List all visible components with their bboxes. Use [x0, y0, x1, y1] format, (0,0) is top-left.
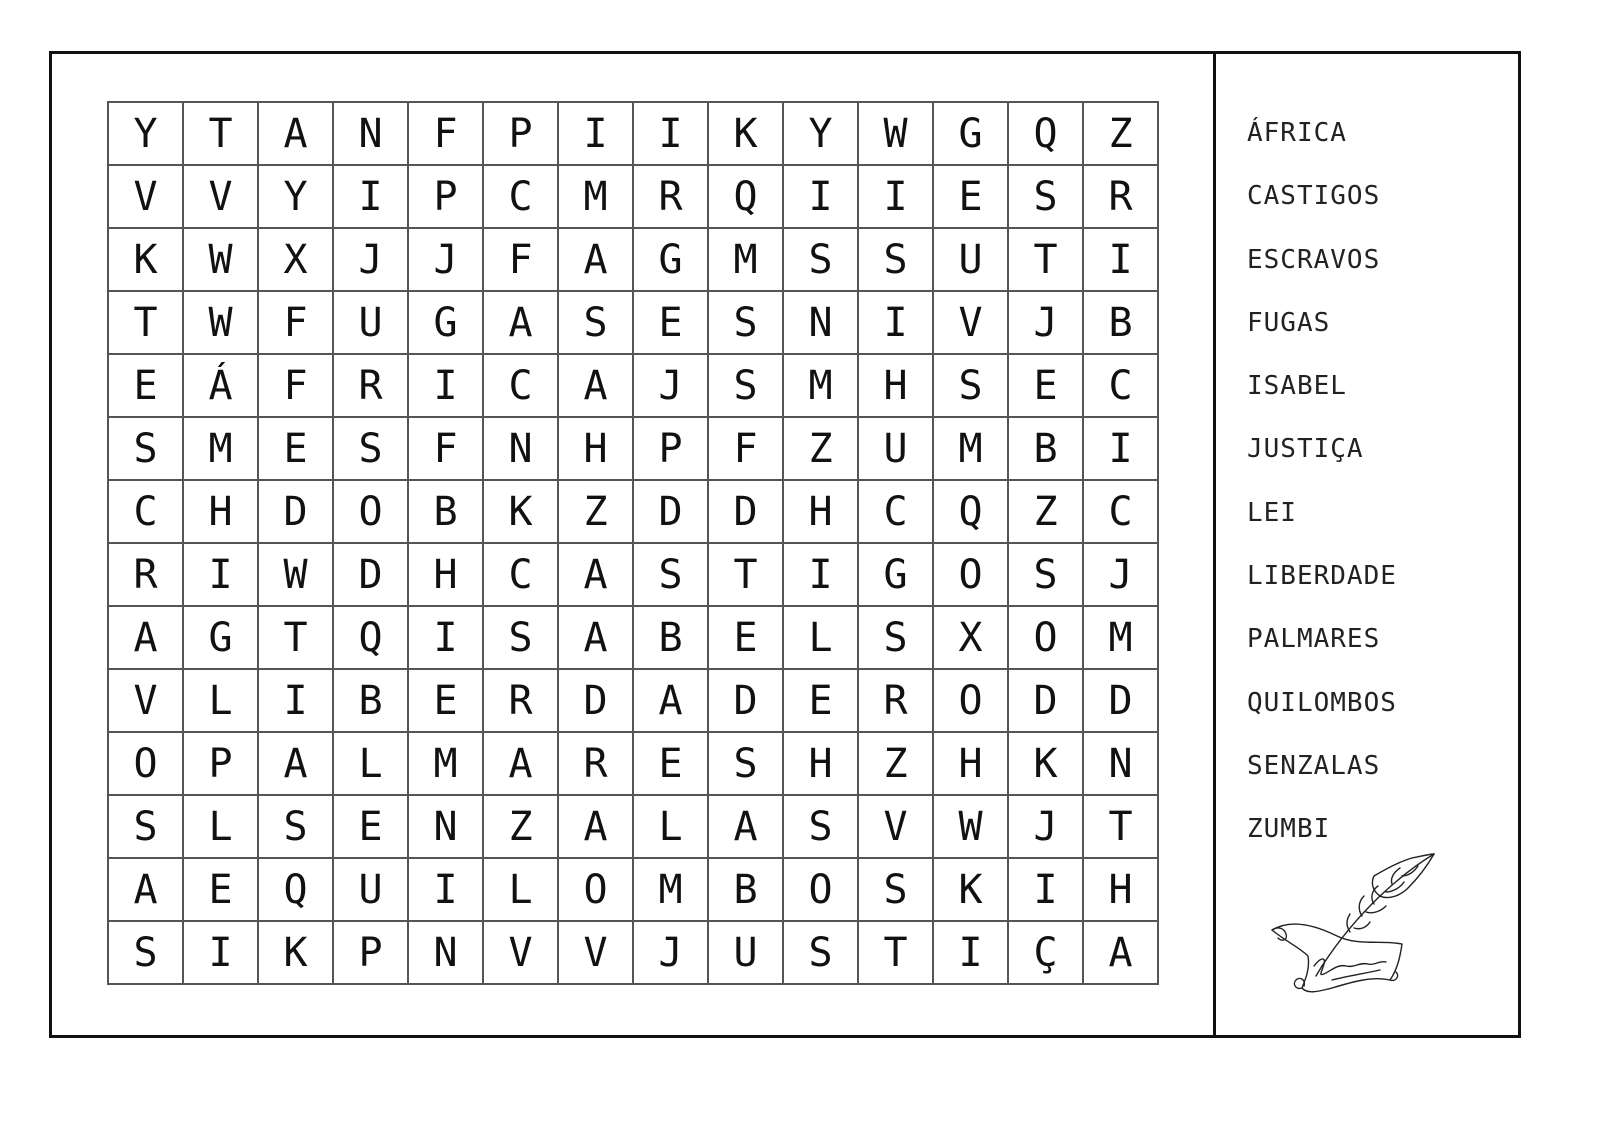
grid-cell-r6-c8[interactable]: P	[634, 418, 709, 481]
grid-cell-r1-c6[interactable]: P	[484, 103, 559, 166]
grid-cell-r6-c6[interactable]: N	[484, 418, 559, 481]
grid-cell-r12-c11[interactable]: V	[859, 796, 934, 859]
grid-cell-r11-c2[interactable]: P	[184, 733, 259, 796]
grid-cell-r8-c10[interactable]: I	[784, 544, 859, 607]
grid-cell-r1-c14[interactable]: Z	[1084, 103, 1159, 166]
grid-cell-r6-c2[interactable]: M	[184, 418, 259, 481]
quill-and-scroll-icon	[1262, 848, 1442, 998]
grid-cell-r11-c8[interactable]: E	[634, 733, 709, 796]
grid-cell-r4-c10[interactable]: N	[784, 292, 859, 355]
word-list-item: ZUMBI	[1247, 814, 1331, 845]
word-list-item: ESCRAVOS	[1247, 244, 1381, 275]
grid-cell-r4-c3[interactable]: F	[259, 292, 334, 355]
grid-cell-r7-c12[interactable]: Q	[934, 481, 1009, 544]
grid-cell-r10-c7[interactable]: D	[559, 670, 634, 733]
grid-cell-r5-c11[interactable]: H	[859, 355, 934, 418]
grid-cell-r3-c9[interactable]: M	[709, 229, 784, 292]
grid-cell-r4-c11[interactable]: I	[859, 292, 934, 355]
grid-cell-r8-c4[interactable]: D	[334, 544, 409, 607]
grid-cell-r7-c8[interactable]: D	[634, 481, 709, 544]
grid-cell-r12-c14[interactable]: T	[1084, 796, 1159, 859]
grid-cell-r11-c13[interactable]: K	[1009, 733, 1084, 796]
grid-cell-r3-c1[interactable]: K	[109, 229, 184, 292]
grid-cell-r8-c9[interactable]: T	[709, 544, 784, 607]
grid-cell-r14-c12[interactable]: I	[934, 922, 1009, 985]
grid-cell-r1-c5[interactable]: F	[409, 103, 484, 166]
grid-cell-r8-c11[interactable]: G	[859, 544, 934, 607]
grid-cell-r10-c8[interactable]: A	[634, 670, 709, 733]
grid-cell-r4-c6[interactable]: A	[484, 292, 559, 355]
grid-cell-r4-c4[interactable]: U	[334, 292, 409, 355]
grid-cell-r13-c1[interactable]: A	[109, 859, 184, 922]
grid-cell-r3-c3[interactable]: X	[259, 229, 334, 292]
grid-cell-r6-c1[interactable]: S	[109, 418, 184, 481]
grid-cell-r9-c10[interactable]: L	[784, 607, 859, 670]
grid-cell-r12-c9[interactable]: A	[709, 796, 784, 859]
grid-cell-r4-c12[interactable]: V	[934, 292, 1009, 355]
grid-cell-r2-c13[interactable]: S	[1009, 166, 1084, 229]
grid-cell-r6-c5[interactable]: F	[409, 418, 484, 481]
grid-cell-r2-c10[interactable]: I	[784, 166, 859, 229]
grid-cell-r2-c1[interactable]: V	[109, 166, 184, 229]
grid-cell-r14-c1[interactable]: S	[109, 922, 184, 985]
grid-cell-r6-c12[interactable]: M	[934, 418, 1009, 481]
grid-cell-r2-c7[interactable]: M	[559, 166, 634, 229]
grid-cell-r6-c7[interactable]: H	[559, 418, 634, 481]
grid-cell-r12-c12[interactable]: W	[934, 796, 1009, 859]
grid-cell-r12-c4[interactable]: E	[334, 796, 409, 859]
grid-cell-r5-c4[interactable]: R	[334, 355, 409, 418]
word-list-item: PALMARES	[1247, 624, 1381, 655]
grid-cell-r4-c2[interactable]: W	[184, 292, 259, 355]
grid-cell-r10-c12[interactable]: O	[934, 670, 1009, 733]
grid-cell-r13-c11[interactable]: S	[859, 859, 934, 922]
grid-cell-r5-c12[interactable]: S	[934, 355, 1009, 418]
grid-cell-r1-c3[interactable]: A	[259, 103, 334, 166]
grid-cell-r3-c13[interactable]: T	[1009, 229, 1084, 292]
grid-cell-r7-c14[interactable]: C	[1084, 481, 1159, 544]
grid-cell-r2-c14[interactable]: R	[1084, 166, 1159, 229]
grid-cell-r11-c6[interactable]: A	[484, 733, 559, 796]
grid-cell-r13-c7[interactable]: O	[559, 859, 634, 922]
grid-cell-r6-c4[interactable]: S	[334, 418, 409, 481]
grid-cell-r10-c9[interactable]: D	[709, 670, 784, 733]
grid-cell-r12-c10[interactable]: S	[784, 796, 859, 859]
word-list-item: ISABEL	[1247, 371, 1347, 402]
grid-cell-r14-c5[interactable]: N	[409, 922, 484, 985]
grid-cell-r4-c13[interactable]: J	[1009, 292, 1084, 355]
grid-cell-r6-c14[interactable]: I	[1084, 418, 1159, 481]
grid-cell-r5-c14[interactable]: C	[1084, 355, 1159, 418]
grid-cell-r10-c2[interactable]: L	[184, 670, 259, 733]
grid-cell-r10-c13[interactable]: D	[1009, 670, 1084, 733]
word-list-item: LEI	[1247, 497, 1297, 528]
grid-cell-r3-c11[interactable]: S	[859, 229, 934, 292]
grid-cell-r5-c8[interactable]: J	[634, 355, 709, 418]
grid-cell-r7-c3[interactable]: D	[259, 481, 334, 544]
grid-cell-r13-c5[interactable]: I	[409, 859, 484, 922]
grid-cell-r1-c7[interactable]: I	[559, 103, 634, 166]
grid-cell-r5-c9[interactable]: S	[709, 355, 784, 418]
grid-cell-r2-c8[interactable]: R	[634, 166, 709, 229]
grid-cell-r14-c8[interactable]: J	[634, 922, 709, 985]
grid-cell-r2-c4[interactable]: I	[334, 166, 409, 229]
grid-cell-r12-c1[interactable]: S	[109, 796, 184, 859]
word-list-item: FUGAS	[1247, 307, 1331, 338]
grid-cell-r11-c14[interactable]: N	[1084, 733, 1159, 796]
grid-cell-r7-c11[interactable]: C	[859, 481, 934, 544]
grid-cell-r8-c13[interactable]: S	[1009, 544, 1084, 607]
grid-cell-r2-c5[interactable]: P	[409, 166, 484, 229]
grid-cell-r8-c2[interactable]: I	[184, 544, 259, 607]
grid-cell-r2-c9[interactable]: Q	[709, 166, 784, 229]
grid-cell-r5-c6[interactable]: C	[484, 355, 559, 418]
grid-cell-r3-c2[interactable]: W	[184, 229, 259, 292]
grid-cell-r14-c2[interactable]: I	[184, 922, 259, 985]
grid-cell-r1-c1[interactable]: Y	[109, 103, 184, 166]
grid-cell-r1-c11[interactable]: W	[859, 103, 934, 166]
word-list	[1247, 111, 1397, 871]
grid-cell-r12-c6[interactable]: Z	[484, 796, 559, 859]
grid-cell-r12-c7[interactable]: A	[559, 796, 634, 859]
grid-cell-r6-c10[interactable]: Z	[784, 418, 859, 481]
grid-cell-r2-c2[interactable]: V	[184, 166, 259, 229]
grid-cell-r1-c9[interactable]: K	[709, 103, 784, 166]
word-list-item: LIBERDADE	[1247, 561, 1397, 592]
grid-cell-r14-c11[interactable]: T	[859, 922, 934, 985]
grid-cell-r12-c2[interactable]: L	[184, 796, 259, 859]
grid-cell-r1-c13[interactable]: Q	[1009, 103, 1084, 166]
grid-cell-r1-c4[interactable]: N	[334, 103, 409, 166]
grid-cell-r9-c3[interactable]: T	[259, 607, 334, 670]
panel-divider	[1213, 51, 1216, 1038]
grid-cell-r9-c4[interactable]: Q	[334, 607, 409, 670]
grid-cell-r2-c12[interactable]: E	[934, 166, 1009, 229]
grid-cell-r14-c10[interactable]: S	[784, 922, 859, 985]
grid-cell-r9-c9[interactable]: E	[709, 607, 784, 670]
grid-cell-r9-c8[interactable]: B	[634, 607, 709, 670]
grid-cell-r8-c8[interactable]: S	[634, 544, 709, 607]
grid-cell-r8-c1[interactable]: R	[109, 544, 184, 607]
grid-cell-r7-c1[interactable]: C	[109, 481, 184, 544]
grid-cell-r3-c4[interactable]: J	[334, 229, 409, 292]
grid-cell-r3-c8[interactable]: G	[634, 229, 709, 292]
grid-cell-r7-c2[interactable]: H	[184, 481, 259, 544]
grid-cell-r11-c1[interactable]: O	[109, 733, 184, 796]
grid-cell-r7-c9[interactable]: D	[709, 481, 784, 544]
grid-cell-r9-c13[interactable]: O	[1009, 607, 1084, 670]
grid-cell-r6-c9[interactable]: F	[709, 418, 784, 481]
grid-cell-r9-c5[interactable]: I	[409, 607, 484, 670]
word-search-grid[interactable]	[107, 101, 1159, 985]
grid-cell-r3-c6[interactable]: F	[484, 229, 559, 292]
grid-cell-r9-c12[interactable]: X	[934, 607, 1009, 670]
grid-cell-r9-c1[interactable]: A	[109, 607, 184, 670]
grid-cell-r2-c3[interactable]: Y	[259, 166, 334, 229]
grid-cell-r11-c11[interactable]: Z	[859, 733, 934, 796]
grid-cell-r13-c10[interactable]: O	[784, 859, 859, 922]
grid-cell-r5-c2[interactable]: Á	[184, 355, 259, 418]
grid-cell-r11-c10[interactable]: H	[784, 733, 859, 796]
grid-cell-r8-c7[interactable]: A	[559, 544, 634, 607]
grid-cell-r1-c2[interactable]: T	[184, 103, 259, 166]
grid-cell-r10-c10[interactable]: E	[784, 670, 859, 733]
grid-cell-r12-c5[interactable]: N	[409, 796, 484, 859]
grid-cell-r1-c8[interactable]: I	[634, 103, 709, 166]
grid-cell-r13-c13[interactable]: I	[1009, 859, 1084, 922]
word-list-item: JUSTIÇA	[1247, 434, 1364, 465]
grid-cell-r9-c11[interactable]: S	[859, 607, 934, 670]
grid-cell-r6-c3[interactable]: E	[259, 418, 334, 481]
grid-cell-r10-c1[interactable]: V	[109, 670, 184, 733]
grid-cell-r12-c13[interactable]: J	[1009, 796, 1084, 859]
grid-cell-r12-c8[interactable]: L	[634, 796, 709, 859]
grid-cell-r3-c12[interactable]: U	[934, 229, 1009, 292]
grid-cell-r13-c9[interactable]: B	[709, 859, 784, 922]
grid-cell-r14-c9[interactable]: U	[709, 922, 784, 985]
grid-cell-r3-c14[interactable]: I	[1084, 229, 1159, 292]
grid-cell-r5-c13[interactable]: E	[1009, 355, 1084, 418]
grid-cell-r11-c4[interactable]: L	[334, 733, 409, 796]
grid-cell-r4-c5[interactable]: G	[409, 292, 484, 355]
grid-cell-r5-c10[interactable]: M	[784, 355, 859, 418]
grid-cell-r13-c3[interactable]: Q	[259, 859, 334, 922]
grid-cell-r7-c10[interactable]: H	[784, 481, 859, 544]
grid-cell-r6-c11[interactable]: U	[859, 418, 934, 481]
grid-cell-r7-c13[interactable]: Z	[1009, 481, 1084, 544]
grid-cell-r10-c6[interactable]: R	[484, 670, 559, 733]
grid-cell-r5-c3[interactable]: F	[259, 355, 334, 418]
grid-cell-r7-c4[interactable]: O	[334, 481, 409, 544]
grid-cell-r3-c10[interactable]: S	[784, 229, 859, 292]
grid-cell-r1-c12[interactable]: G	[934, 103, 1009, 166]
grid-cell-r4-c1[interactable]: T	[109, 292, 184, 355]
grid-cell-r14-c4[interactable]: P	[334, 922, 409, 985]
grid-cell-r4-c8[interactable]: E	[634, 292, 709, 355]
grid-cell-r5-c7[interactable]: A	[559, 355, 634, 418]
grid-cell-r7-c5[interactable]: B	[409, 481, 484, 544]
grid-cell-r14-c13[interactable]: Ç	[1009, 922, 1084, 985]
grid-cell-r13-c6[interactable]: L	[484, 859, 559, 922]
grid-cell-r13-c2[interactable]: E	[184, 859, 259, 922]
grid-cell-r4-c7[interactable]: S	[559, 292, 634, 355]
grid-cell-r13-c4[interactable]: U	[334, 859, 409, 922]
grid-cell-r13-c14[interactable]: H	[1084, 859, 1159, 922]
grid-cell-r11-c9[interactable]: S	[709, 733, 784, 796]
grid-cell-r2-c6[interactable]: C	[484, 166, 559, 229]
grid-cell-r11-c3[interactable]: A	[259, 733, 334, 796]
grid-cell-r8-c5[interactable]: H	[409, 544, 484, 607]
grid-cell-r10-c14[interactable]: D	[1084, 670, 1159, 733]
word-list-item: QUILOMBOS	[1247, 687, 1397, 718]
grid-cell-r8-c6[interactable]: C	[484, 544, 559, 607]
grid-cell-r6-c13[interactable]: B	[1009, 418, 1084, 481]
grid-cell-r7-c6[interactable]: K	[484, 481, 559, 544]
grid-cell-r9-c7[interactable]: A	[559, 607, 634, 670]
grid-cell-r14-c6[interactable]: V	[484, 922, 559, 985]
grid-cell-r2-c11[interactable]: I	[859, 166, 934, 229]
word-list-item: SENZALAS	[1247, 750, 1381, 781]
grid-cell-r14-c7[interactable]: V	[559, 922, 634, 985]
grid-cell-r11-c12[interactable]: H	[934, 733, 1009, 796]
grid-cell-r9-c6[interactable]: S	[484, 607, 559, 670]
grid-cell-r3-c5[interactable]: J	[409, 229, 484, 292]
grid-cell-r8-c12[interactable]: O	[934, 544, 1009, 607]
grid-cell-r9-c2[interactable]: G	[184, 607, 259, 670]
grid-cell-r9-c14[interactable]: M	[1084, 607, 1159, 670]
grid-cell-r13-c8[interactable]: M	[634, 859, 709, 922]
grid-cell-r11-c7[interactable]: R	[559, 733, 634, 796]
grid-cell-r1-c10[interactable]: Y	[784, 103, 859, 166]
grid-cell-r8-c14[interactable]: J	[1084, 544, 1159, 607]
grid-cell-r14-c3[interactable]: K	[259, 922, 334, 985]
grid-cell-r4-c14[interactable]: B	[1084, 292, 1159, 355]
grid-cell-r10-c5[interactable]: E	[409, 670, 484, 733]
grid-cell-r5-c5[interactable]: I	[409, 355, 484, 418]
grid-cell-r3-c7[interactable]: A	[559, 229, 634, 292]
grid-cell-r11-c5[interactable]: M	[409, 733, 484, 796]
grid-cell-r4-c9[interactable]: S	[709, 292, 784, 355]
word-list-item: ÁFRICA	[1247, 118, 1347, 148]
word-list-item: CASTIGOS	[1247, 181, 1381, 212]
grid-cell-r12-c3[interactable]: S	[259, 796, 334, 859]
grid-cell-r5-c1[interactable]: E	[109, 355, 184, 418]
grid-cell-r8-c3[interactable]: W	[259, 544, 334, 607]
grid-cell-r13-c12[interactable]: K	[934, 859, 1009, 922]
grid-cell-r14-c14[interactable]: A	[1084, 922, 1159, 985]
grid-cell-r7-c7[interactable]: Z	[559, 481, 634, 544]
grid-cell-r10-c11[interactable]: R	[859, 670, 934, 733]
grid-cell-r10-c3[interactable]: I	[259, 670, 334, 733]
grid-cell-r10-c4[interactable]: B	[334, 670, 409, 733]
